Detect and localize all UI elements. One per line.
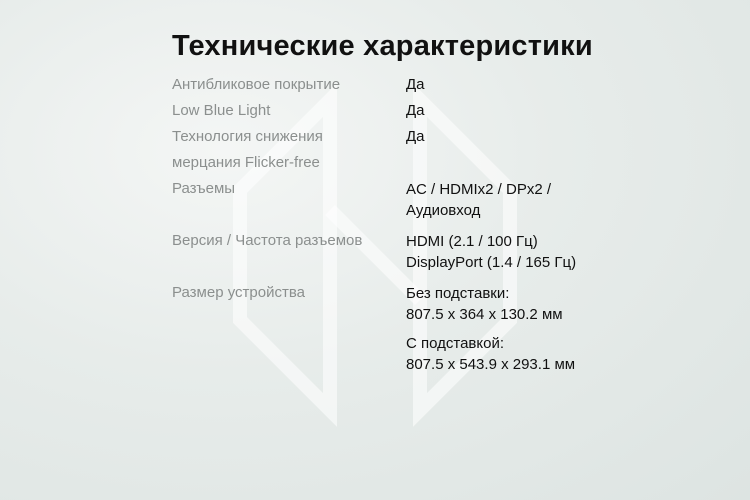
spec-label: Антибликовое покрытие (172, 76, 341, 93)
size-with-stand: С подставкой: 807.5 x 543.9 x 293.1 мм (406, 335, 576, 373)
spec-value: Да (406, 76, 425, 93)
size-without-stand: Без подставки: 807.5 x 364 x 130.2 мм (406, 285, 563, 323)
spec-value (406, 283, 726, 375)
spec-label: Low Blue Light (172, 102, 271, 119)
spec-value: Да (406, 102, 425, 119)
spec-value: Да (406, 128, 425, 145)
spec-value: HDMI (2.1 / 100 Гц) DisplayPort (1.4 / 165 Гц) (406, 233, 577, 271)
spec-label: Технология снижения мерцания Flicker-free (172, 128, 323, 171)
spec-value: AC / HDMIx2 / DPx2 / Аудиовход (406, 181, 552, 219)
spec-label: Разъемы (172, 180, 236, 197)
spec-label: Размер устройства (172, 284, 306, 301)
page-title: Технические характеристики (172, 30, 593, 62)
spec-label: Версия / Частота разъемов (172, 232, 363, 249)
